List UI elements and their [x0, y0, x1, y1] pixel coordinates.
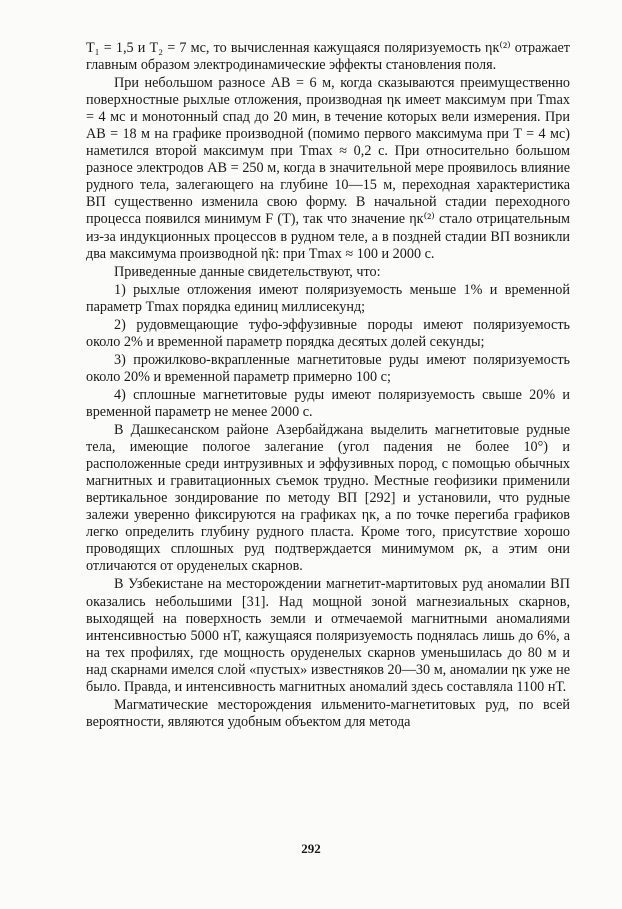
list-item-2: 2) рудовмещающие туфо-эффузивные породы имеют поляризуемость около 2% и временной параметр порядка десятых долей секунды;: [86, 316, 570, 350]
page-number: 292: [301, 841, 321, 856]
paragraph-conclusions-intro: Приведенные данные свидетельствуют, что:: [114, 263, 381, 280]
body-text: [86, 40, 570, 731]
list-item-4: 4) сплошные магнетитовые руды имеют поляризуемость свыше 20% и временной параметр не менее 2000 с.: [86, 386, 570, 420]
list-item-3: 3) прожилково-вкрапленные магнетитовые руды имеют поляризуемость около 20% и временной параметр примерно 100 с;: [86, 351, 570, 385]
paragraph-ab-spacing: При небольшом разносе AB = 6 м, когда сказываются преимущественно поверхностные рыхлые отложения, производная ηк имеет максимум при Tmax = 4 мс и монотонный спад до 20 мин, в течение которых вели измерения. При AB = 18 м на графике производной (помимо первого максимума при T = 4 мс) наметился второй максимум при Tmax ≈ 0,2 с. При относительно большом разносе электродов AB = 250 м, когда в значительной мере проявилось влияние рудного тела, залегающего на глубине 10—15 м, переходная характеристика ВП существенно изменила свою форму. В начальной стадии переходного процесса появился минимум F (T), так что значение ηк⁽²⁾ стало отрицательным из-за индукционных процессов в рудном теле, а в поздней стадии ВП возникли два максимума производной η̃к: при Tmax ≈ 100 и 2000 с.: [86, 75, 570, 262]
paragraph-uzbekistan: В Узбекистане на месторождении магнетит-мартитовых руд аномалии ВП оказались небольшими [31]. Над мощной зоной магнезиальных скарнов, выходящей на поверхность земли и отмечаемой магнитными аномалиями интенсивностью 5000 нТ, кажущаяся поляризуемость поднялась лишь до 6%, а на тех профилях, где мощность оруденелых скарнов уменьшилась до 80 м и над скарнами имелся слой «пустых» известняков 20—30 м, аномалии ηк уже не было. Правда, и интенсивность магнитных аномалий здесь составляла 1100 нТ.: [86, 576, 570, 695]
paragraph-continuation: T₁ = 1,5 и T₂ = 7 мс, то вычисленная кажущаяся поляризуемость ηк⁽²⁾ отражает главным образом электродинамические эффекты становления поля.: [86, 40, 570, 74]
paragraph-magmatic: Магматические месторождения ильменито-магнетитовых руд, по всей вероятности, являются удобным объектом для метода: [86, 696, 570, 730]
list-item-1: 1) рыхлые отложения имеют поляризуемость меньше 1% и временной параметр Tmax порядка единиц миллисекунд;: [86, 281, 570, 315]
paragraph-dashkesan: В Дашкесанском районе Азербайджана выделить магнетитовые рудные тела, имеющие пологое залегание (угол падения не более 10°) и расположенные среди интрузивных и эффузивных пород, с помощью обычных магнитных и гравитационных съемок трудно. Местные геофизики применили вертикальное зондирование по методу ВП [292] и установили, что рудные залежи уверенно фиксируются на графиках ηк, а по точке перегиба графиков легко определить глубину рудного пласта. Кроме того, присутствие хорошо проводящих сплошных руд подтверждается минимумом ρк, а этим они отличаются от оруденелых скарнов.: [86, 422, 570, 575]
